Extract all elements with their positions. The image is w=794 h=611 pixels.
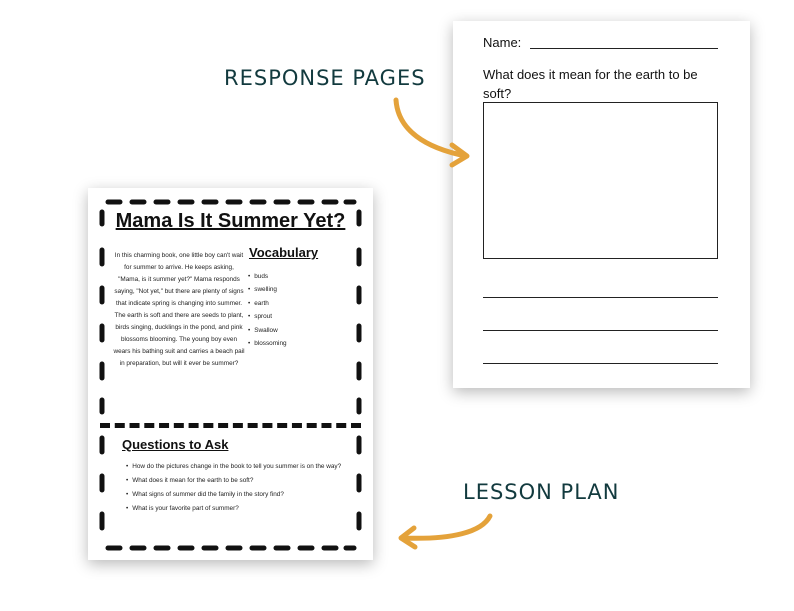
response-question: What does it mean for the earth to be soft? [483, 67, 698, 101]
lesson-plan-label: LESSON PLAN [463, 480, 620, 504]
response-pages-label: RESPONSE PAGES [224, 66, 426, 90]
name-label: Name: [483, 35, 522, 50]
lesson-title: Mama Is It Summer Yet? [115, 210, 346, 232]
question-item: • What signs of summer did the family in the story find? [126, 489, 358, 501]
vocabulary-item: • swelling [248, 283, 287, 296]
question-item: • What is your favorite part of summer? [126, 503, 358, 515]
questions-heading: Questions to Ask [122, 437, 229, 452]
vocabulary-item: • sprout [248, 310, 287, 323]
question-item: • How do the pictures change in the book to tell you summer is on the way? [126, 461, 358, 473]
vocabulary-item: • buds [248, 270, 287, 283]
vocabulary-item: • earth [248, 297, 287, 310]
vocabulary-item: • Swallow [248, 324, 287, 337]
vocabulary-item: • blossoming [248, 337, 287, 350]
question-item: • What does it mean for the earth to be soft? [126, 475, 358, 487]
vocabulary-heading: Vocabulary [249, 245, 319, 260]
book-summary: In this charming book, one little boy can't wait for summer to arrive. He keeps asking, "Mama, is it summer yet?" Mama responds saying, "Not yet," but there are plenty of signs that indicate spring is changing into summer. The earth is soft and there are seeds to plant, birds singing, ducklings in the pond, and pink blossoms blooming. The young boy even wears his bathing suit and carries a beach pail in preparation, but will it ever be summer? [113, 252, 245, 367]
